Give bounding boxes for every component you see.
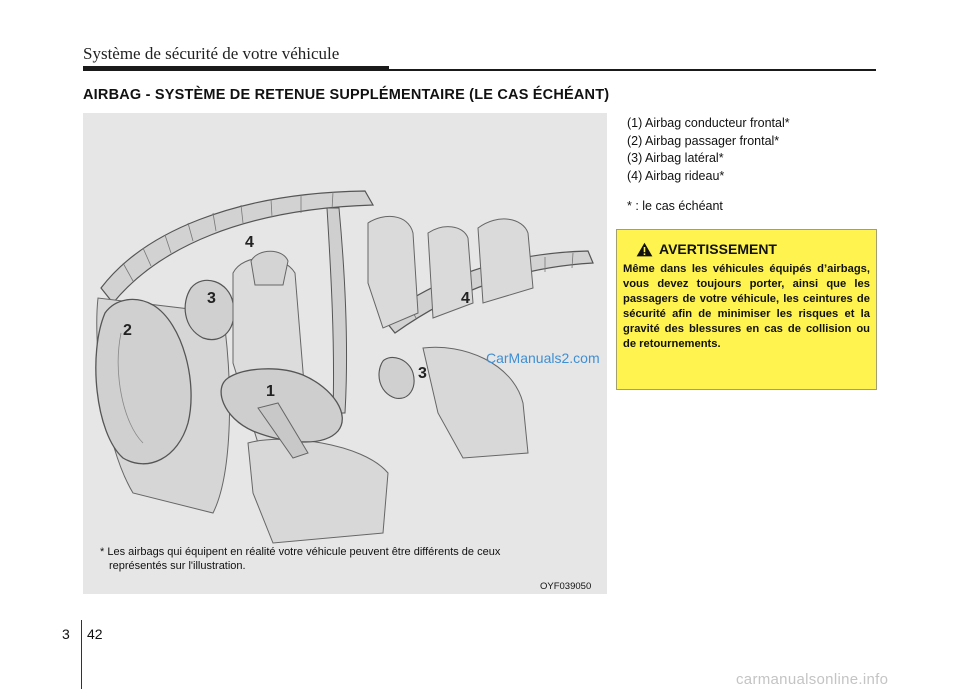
legend-item: (1) Airbag conducteur frontal* bbox=[627, 116, 790, 130]
warning-header bbox=[636, 241, 777, 257]
header-rule-thick bbox=[83, 66, 389, 71]
warning-text: Même dans les véhicules équipés d’airbags, vous devez toujours porter, ainsi que les passagers de votre véhicule, les ceintures de sécurité afin de minimiser les risques et la gravité des blessures en cas de collision ou de retournements. bbox=[623, 263, 870, 350]
label-4-rear: 4 bbox=[461, 290, 470, 307]
watermark[interactable]: CarManuals2.com bbox=[486, 350, 600, 366]
legend-item: (3) Airbag latéral* bbox=[627, 151, 724, 165]
label-3-front: 3 bbox=[207, 290, 216, 307]
legend-item: (4) Airbag rideau* bbox=[627, 168, 725, 183]
label-1: 1 bbox=[266, 383, 275, 400]
warning-triangle-icon bbox=[636, 242, 653, 257]
warning-box bbox=[616, 229, 877, 390]
legend-note: * : le cas échéant bbox=[627, 199, 723, 213]
label-3-rear: 3 bbox=[418, 365, 427, 382]
header-title: Système de sécurité de votre véhicule bbox=[83, 44, 340, 63]
rear-side-airbag bbox=[379, 357, 414, 398]
legend-item: (2) Airbag passager frontal* bbox=[627, 133, 780, 148]
page-number: 42 bbox=[87, 626, 103, 642]
warning-title: AVERTISSEMENT bbox=[659, 241, 777, 257]
section-title: AIRBAG - SYSTÈME DE RETENUE SUPPLÉMENTAIRE (LE CAS ÉCHÉANT) bbox=[83, 87, 610, 103]
figure-code: OYF039050 bbox=[540, 581, 592, 592]
label-4-front: 4 bbox=[245, 234, 254, 251]
legend-list bbox=[627, 115, 790, 216]
illustration-caption bbox=[100, 545, 580, 573]
page-chapter: 3 bbox=[62, 626, 70, 642]
caption-line-2: représentés sur l'illustration. bbox=[109, 560, 246, 572]
caption-line-1: * Les airbags qui équipent en réalité votre véhicule peuvent être différents de ceux bbox=[100, 546, 501, 558]
footer-site[interactable]: carmanualsonline.info bbox=[736, 671, 889, 688]
page-rule bbox=[81, 620, 82, 689]
label-2: 2 bbox=[123, 322, 132, 339]
header-rule-thin bbox=[389, 69, 876, 71]
